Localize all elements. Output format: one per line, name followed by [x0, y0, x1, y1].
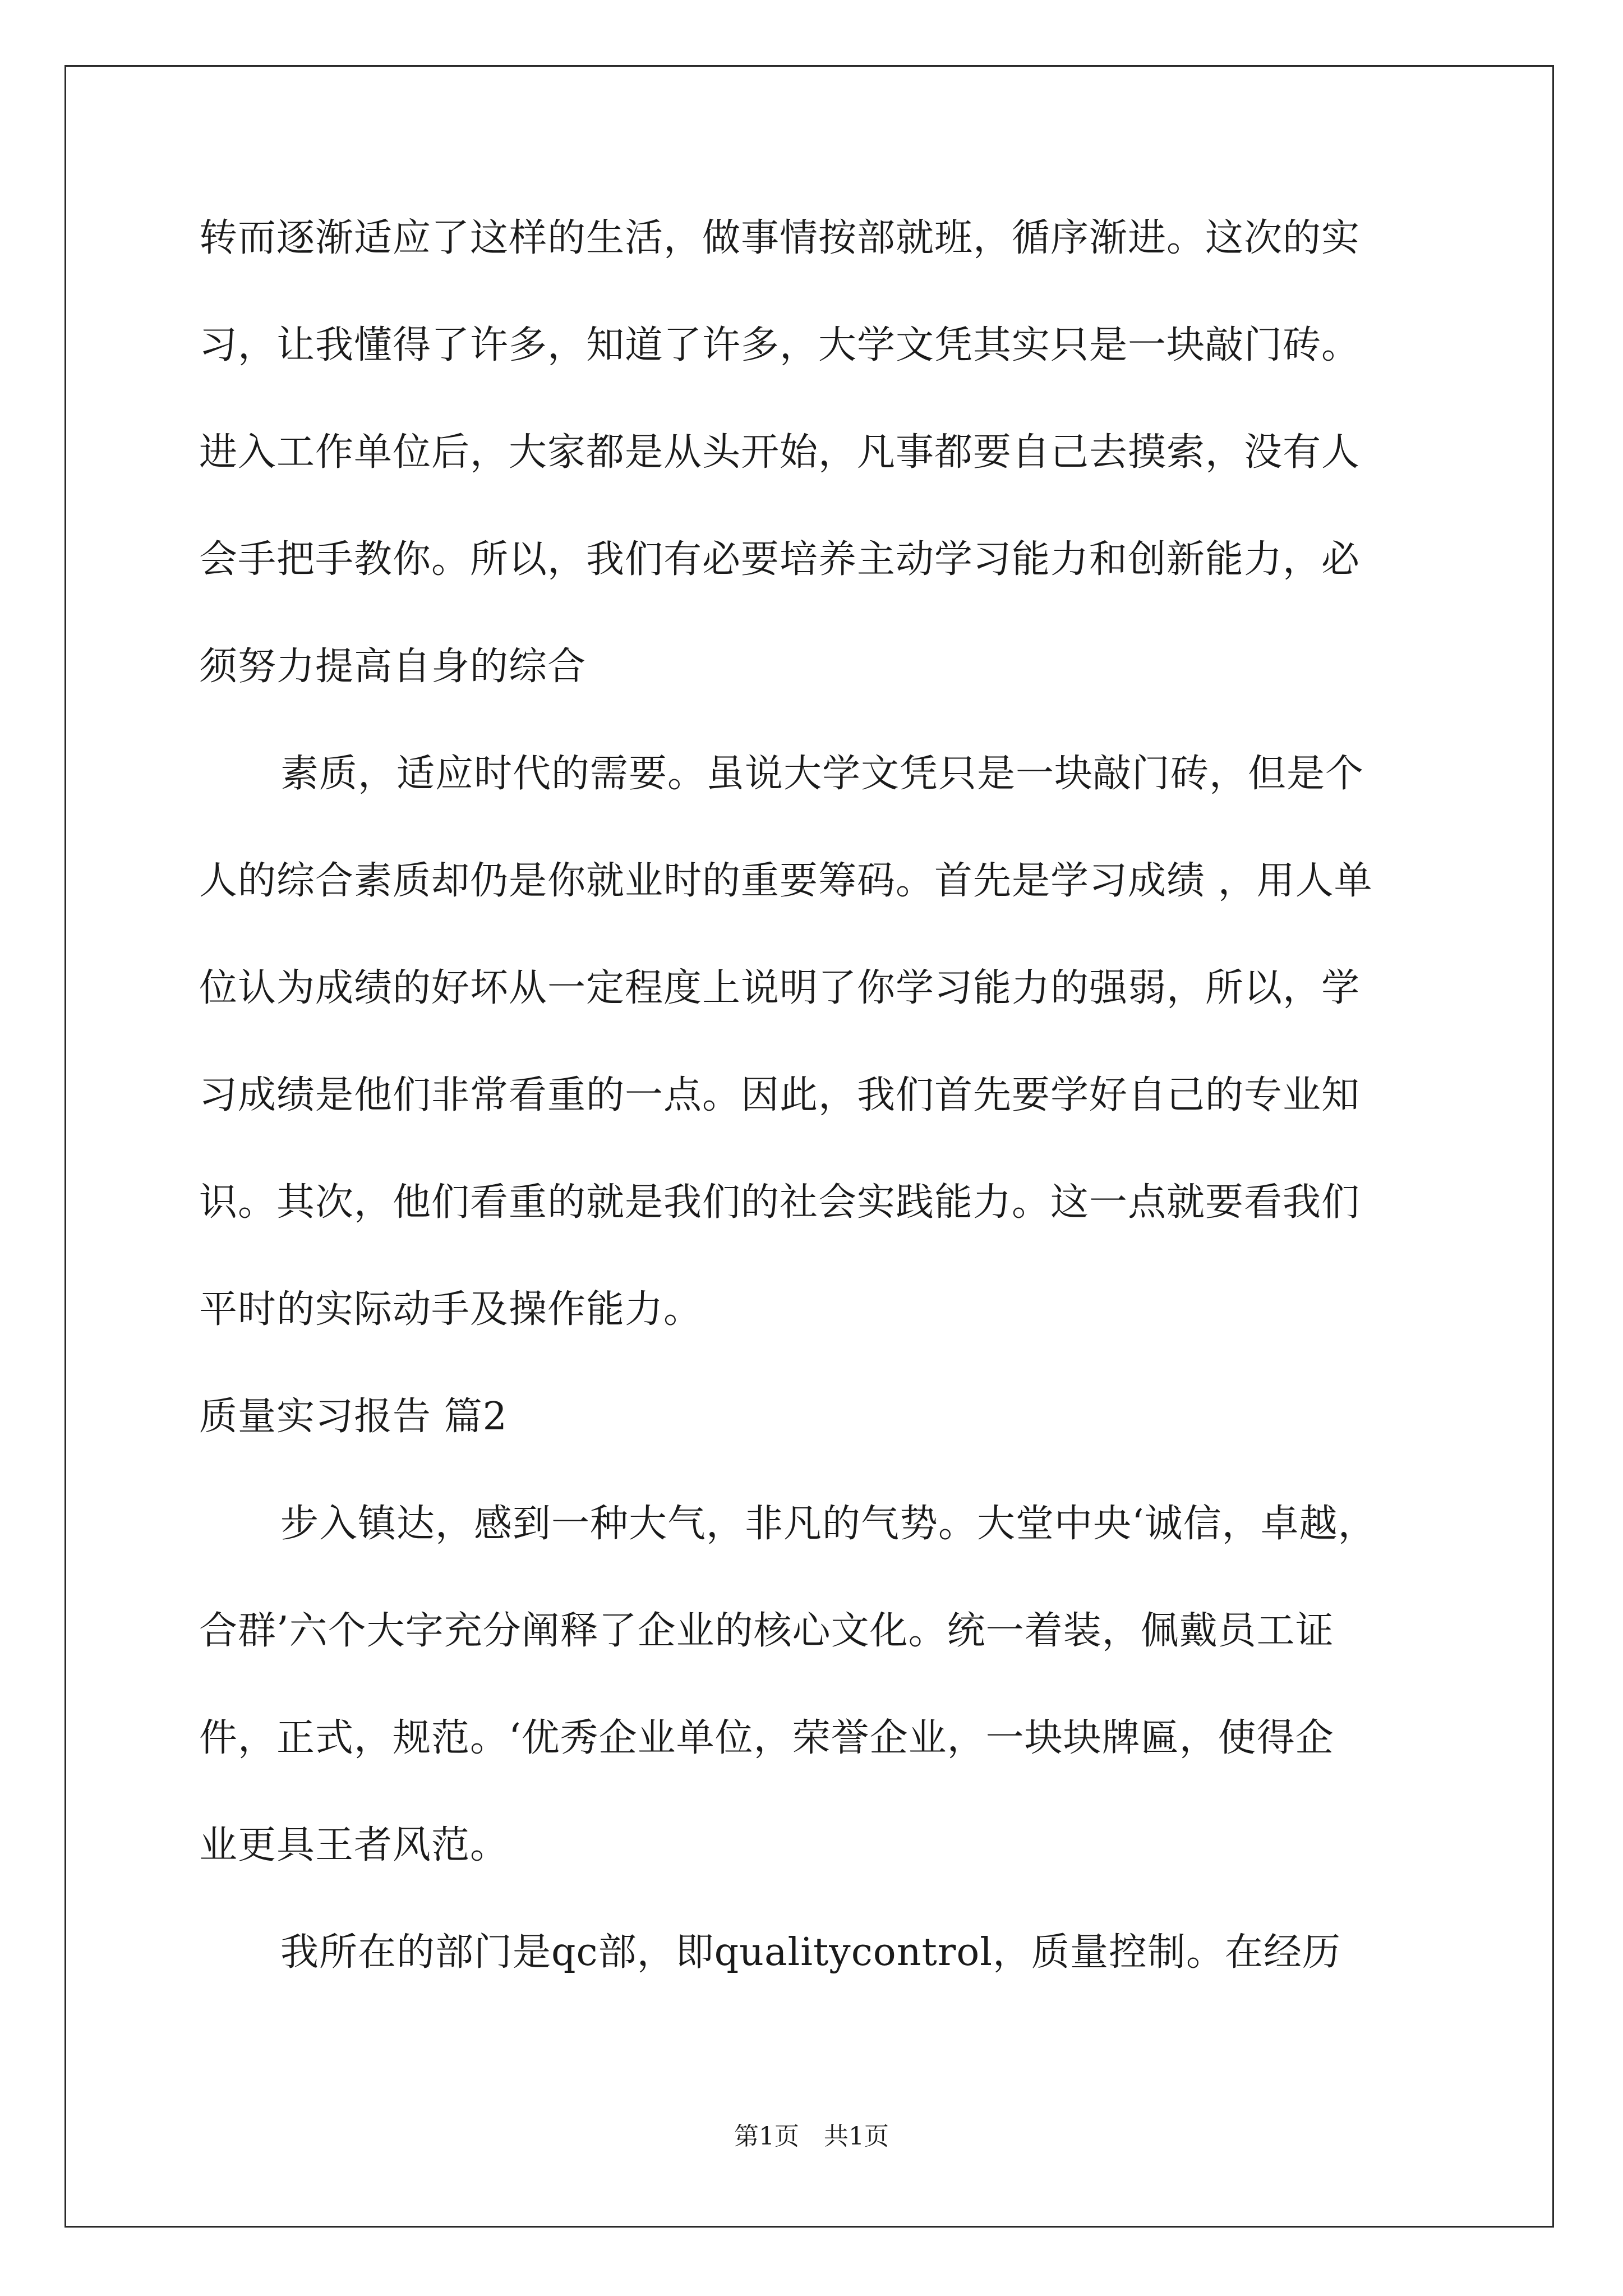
text-line: 习成绩是他们非常看重的一点。因此，我们首先要学好自己的专业知 [199, 1073, 1361, 1117]
text-line: 识。其次，他们看重的就是我们的社会实践能力。这一点就要看我们 [199, 1180, 1361, 1225]
text-line: 习，让我懂得了许多，知道了许多，大学文凭其实只是一块敲门砖。 [199, 323, 1361, 367]
text-line: 转而逐渐适应了这样的生活，做事情按部就班，循序渐进。这次的实 [199, 216, 1361, 260]
text-line: 件，正式，规范。‘优秀企业单位，荣誉企业，一块块牌匾，使得企 [199, 1716, 1334, 1760]
text-line: 人的综合素质却仍是你就业时的重要筹码。首先是学习成绩 ，用人单 [199, 859, 1373, 903]
text-line: 合群’六个大字充分阐释了企业的核心文化。统一着装，佩戴员工证 [199, 1609, 1334, 1653]
text-line: 业更具王者风范。 [199, 1823, 509, 1867]
text-line: 会手把手教你。所以，我们有必要培养主动学习能力和创新能力，必 [199, 537, 1361, 582]
section-heading: 质量实习报告 篇2 [199, 1395, 508, 1439]
paragraph-first-line: 我所在的部门是qc部，即qualitycontrol，质量控制。在经历 [280, 1930, 1341, 1975]
paragraph-first-line: 素质，适应时代的需要。虽说大学文凭只是一块敲门砖，但是个 [280, 752, 1364, 796]
text-line: 须努力提高自身的综合 [199, 645, 587, 689]
text-line: 进入工作单位后，大家都是从头开始，凡事都要自己去摸索，没有人 [199, 430, 1361, 475]
text-line: 位认为成绩的好坏从一定程度上说明了你学习能力的强弱，所以，学 [199, 966, 1361, 1010]
text-line: 平时的实际动手及操作能力。 [199, 1287, 703, 1332]
page-number-footer: 第1页 共1页 [734, 2122, 889, 2151]
page-border [64, 65, 1554, 2228]
paragraph-first-line: 步入镇达，感到一种大气，非凡的气势。大堂中央‘诚信，卓越， [280, 1502, 1377, 1546]
